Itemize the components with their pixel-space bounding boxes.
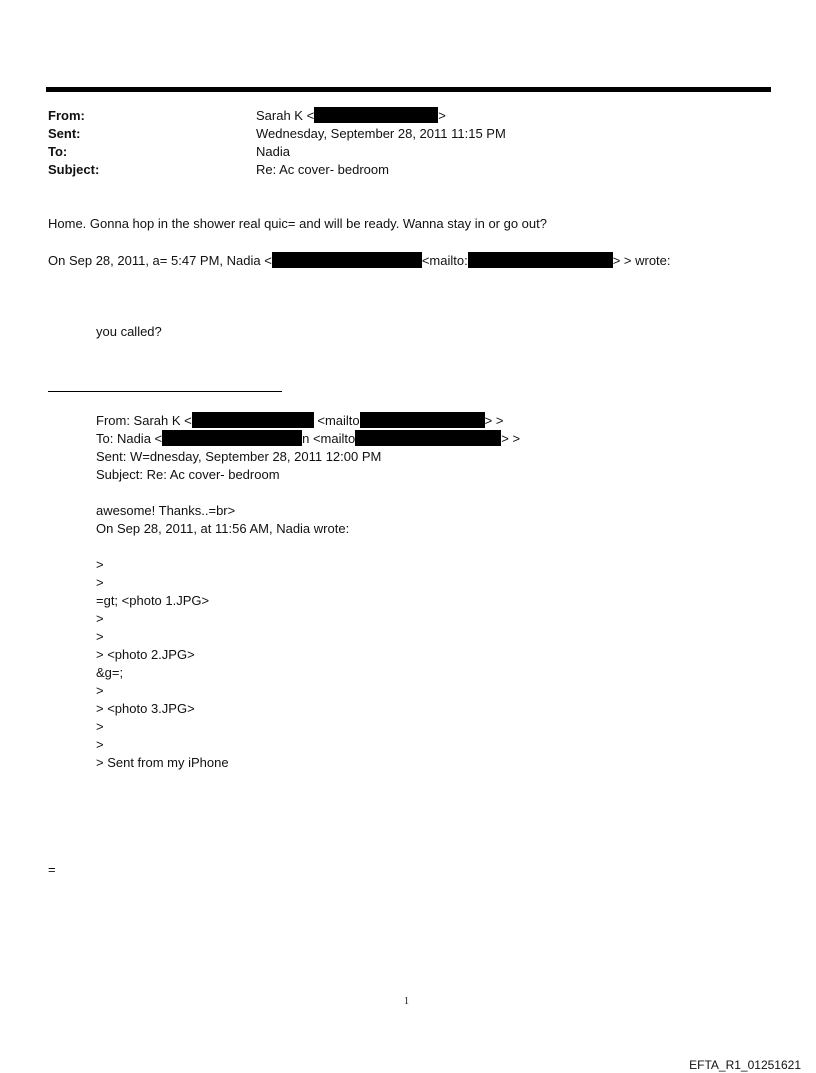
redaction-bar	[192, 412, 314, 428]
quoted-line: >	[96, 737, 104, 752]
separator-line	[48, 391, 282, 392]
quoted-to: To: Nadia < n <mailto > >	[96, 431, 521, 446]
quoted-line: > Sent from my iPhone	[96, 755, 229, 770]
quoted-from: From: Sarah K < <mailto > >	[96, 413, 504, 428]
sent-value: Wednesday, September 28, 2011 11:15 PM	[256, 126, 506, 141]
subject-value: Re: Ac cover- bedroom	[256, 162, 389, 177]
redaction-bar	[162, 430, 302, 446]
quoted-line: >	[96, 683, 104, 698]
document-id: EFTA_R1_01251621	[689, 1058, 801, 1072]
quoted-awesome: awesome! Thanks..=br>	[96, 503, 236, 518]
quoted-line: >	[96, 629, 104, 644]
quoted-line: >	[96, 719, 104, 734]
redaction-bar	[355, 430, 501, 446]
redaction-bar	[360, 412, 485, 428]
page-number: 1	[404, 996, 409, 1007]
redaction-bar	[314, 107, 438, 123]
header-rule	[46, 87, 771, 92]
redaction-bar	[272, 252, 422, 268]
from-value: Sarah K < >	[256, 108, 446, 123]
quoted-line: >	[96, 557, 104, 572]
quoted-line: > <photo 3.JPG>	[96, 701, 195, 716]
trailing-equals: =	[48, 862, 56, 877]
sent-label: Sent:	[48, 126, 81, 141]
to-label: To:	[48, 144, 68, 159]
quoted-on-line: On Sep 28, 2011, at 11:56 AM, Nadia wrote:	[96, 521, 350, 536]
quoted-sent: Sent: W=dnesday, September 28, 2011 12:00 PM	[96, 449, 382, 464]
quoted-line: &g=;	[96, 665, 124, 680]
reply-attribution: On Sep 28, 2011, a= 5:47 PM, Nadia < <mailto: > > wrote:	[48, 253, 671, 268]
subject-label: Subject:	[48, 162, 100, 177]
quoted-line: =gt; <photo 1.JPG>	[96, 593, 210, 608]
quoted-line: >	[96, 575, 104, 590]
quoted-line: >	[96, 611, 104, 626]
body-line: Home. Gonna hop in the shower real quic= and will be ready. Wanna stay in or go out?	[48, 216, 547, 231]
from-label: From:	[48, 108, 85, 123]
you-called-text: you called?	[96, 324, 162, 339]
quoted-subject: Subject: Re: Ac cover- bedroom	[96, 467, 280, 482]
redaction-bar	[468, 252, 613, 268]
quoted-line: > <photo 2.JPG>	[96, 647, 195, 662]
to-value: Nadia	[256, 144, 290, 159]
